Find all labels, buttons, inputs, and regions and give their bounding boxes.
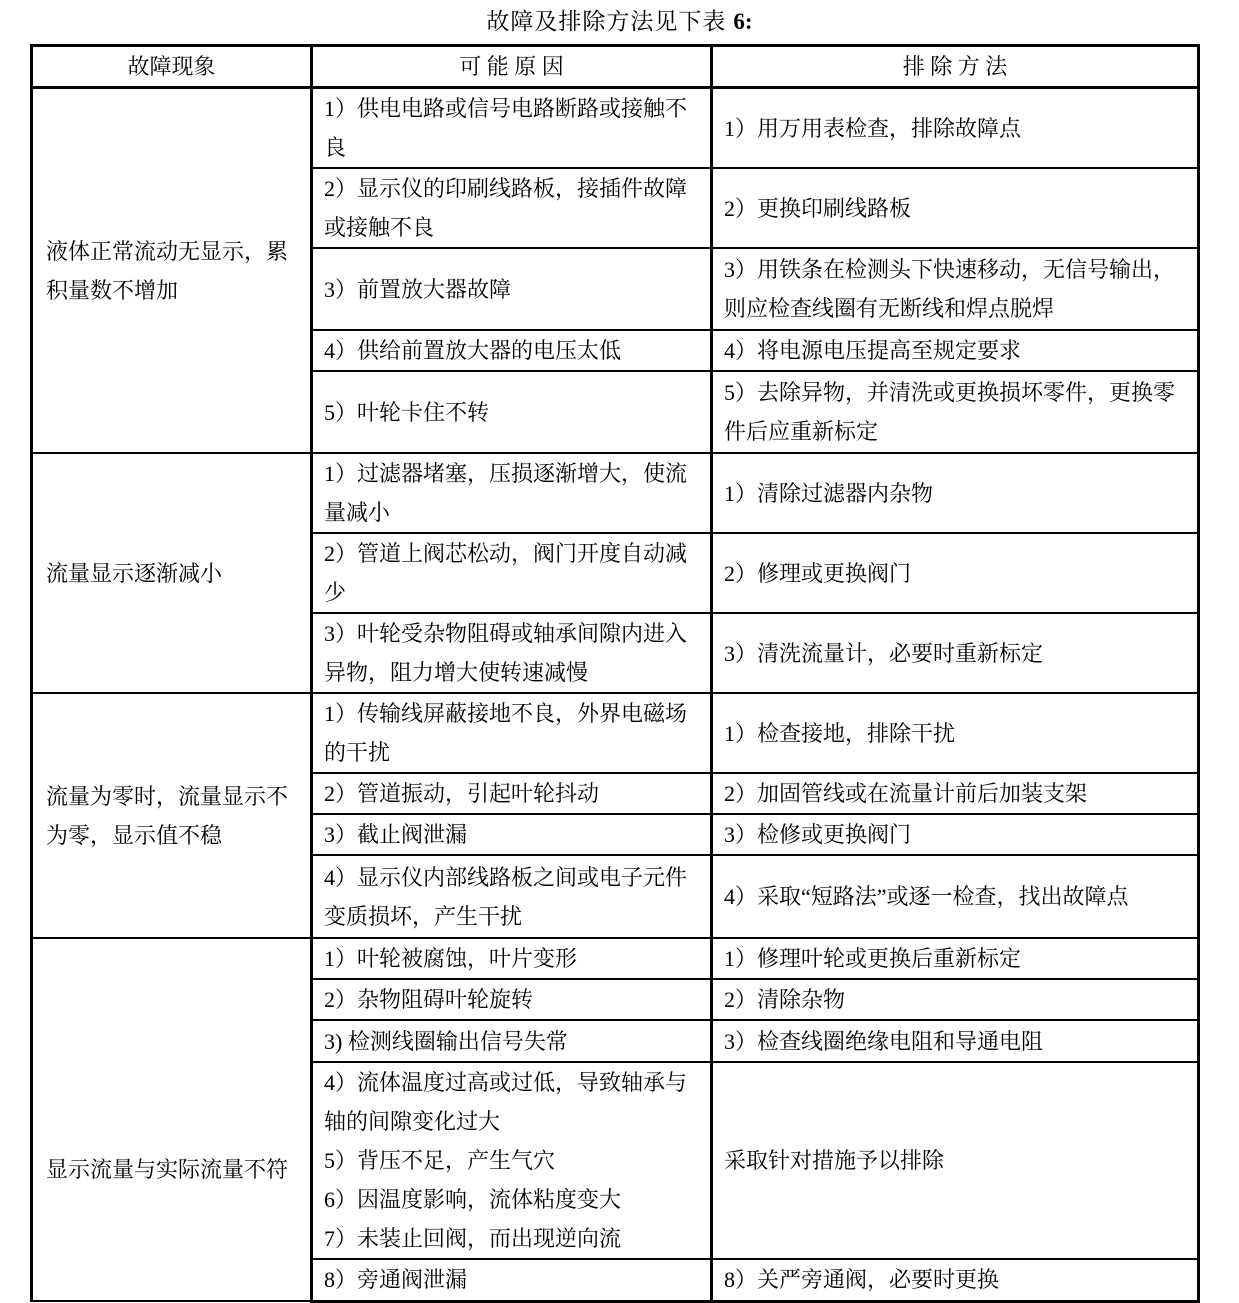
remedy-cell: 2）加固管线或在流量计前后加装支架: [712, 773, 1199, 814]
remedy-cell: 3）清洗流量计，必要时重新标定: [712, 613, 1199, 693]
cause-cell: 3）前置放大器故障: [312, 248, 712, 330]
remedy-cell: 8）关严旁通阀，必要时更换: [712, 1259, 1199, 1301]
remedy-cell: 2）修理或更换阀门: [712, 533, 1199, 613]
cause-cell: 2）管道上阀芯松动，阀门开度自动减少: [312, 533, 712, 613]
doc-title: [0, 6, 1239, 38]
remedy-cell: 3）检查线圈绝缘电阻和导通电阻: [712, 1020, 1199, 1062]
remedy-cell: 3）用铁条在检测头下快速移动，无信号输出，则应检查线圈有无断线和焊点脱焊: [712, 248, 1199, 330]
cause-cell: 2）管道振动，引起叶轮抖动: [312, 773, 712, 814]
cause-item: 6）因温度影响，流体粘度变大: [324, 1187, 622, 1212]
remedy-cell: 2）更换印刷线路板: [712, 168, 1199, 248]
cause-cell: 1）供电电路或信号电路断路或接触不良: [312, 88, 712, 169]
cause-cell: 1）过滤器堵塞，压损逐渐增大，使流量减小: [312, 453, 712, 533]
remedy-cell: 2）清除杂物: [712, 979, 1199, 1020]
cause-cell: 2）显示仪的印刷线路板，接插件故障或接触不良: [312, 168, 712, 248]
cause-cell: 5）叶轮卡住不转: [312, 371, 712, 453]
cause-item: 5）背压不足，产生气穴: [324, 1148, 556, 1173]
phenomenon-cell-2: 流量显示逐渐减小: [32, 453, 312, 693]
cause-cell: 4）供给前置放大器的电压太低: [312, 330, 712, 371]
cause-item: 4）流体温度过高或过低，导致轴承与轴的间隙变化过大: [324, 1070, 688, 1134]
cause-cell: 3) 检测线圈输出信号失常: [312, 1020, 712, 1062]
cause-cell-merged: [312, 1062, 712, 1259]
phenomenon-cell-3: 流量为零时，流量显示不为零，显示值不稳: [32, 693, 312, 938]
remedy-cell: 1）修理叶轮或更换后重新标定: [712, 938, 1199, 979]
table-row: [32, 453, 1199, 533]
fault-troubleshooting-table: [30, 44, 1200, 1303]
header-phenomenon: 故障现象: [32, 46, 312, 88]
phenomenon-cell-1: 液体正常流动无显示，累积量数不增加: [32, 88, 312, 454]
cause-cell: 3）截止阀泄漏: [312, 814, 712, 855]
remedy-cell-merged: 采取针对措施予以排除: [712, 1062, 1199, 1259]
header-row: [32, 46, 1199, 88]
header-remedy: 排 除 方 法: [712, 46, 1199, 88]
remedy-cell: 1）检查接地，排除干扰: [712, 693, 1199, 773]
remedy-cell: 1）清除过滤器内杂物: [712, 453, 1199, 533]
doc-title-table-number: 6:: [733, 9, 753, 34]
doc-title-text: 故障及排除方法见下表: [486, 9, 727, 34]
remedy-cell: 4）采取“短路法”或逐一检查，找出故障点: [712, 855, 1199, 938]
table-row: [32, 693, 1199, 773]
cause-item: 7）未装止回阀，而出现逆向流: [324, 1226, 622, 1251]
cause-cell: 2）杂物阻碍叶轮旋转: [312, 979, 712, 1020]
remedy-cell: 3）检修或更换阀门: [712, 814, 1199, 855]
cause-cell: 3）叶轮受杂物阻碍或轴承间隙内进入异物，阻力增大使转速减慢: [312, 613, 712, 693]
remedy-cell: 5）去除异物，并清洗或更换损坏零件，更换零件后应重新标定: [712, 371, 1199, 453]
cause-cell: 8）旁通阀泄漏: [312, 1259, 712, 1301]
remedy-cell: 1）用万用表检查，排除故障点: [712, 88, 1199, 169]
phenomenon-cell-4: 显示流量与实际流量不符: [32, 938, 312, 1301]
remedy-cell: 4）将电源电压提高至规定要求: [712, 330, 1199, 371]
header-cause: 可 能 原 因: [312, 46, 712, 88]
cause-cell: 1）传输线屏蔽接地不良，外界电磁场的干扰: [312, 693, 712, 773]
table-row: [32, 88, 1199, 169]
cause-cell: 1）叶轮被腐蚀，叶片变形: [312, 938, 712, 979]
table-row: [32, 938, 1199, 979]
cause-cell: 4）显示仪内部线路板之间或电子元件变质损坏，产生干扰: [312, 855, 712, 938]
